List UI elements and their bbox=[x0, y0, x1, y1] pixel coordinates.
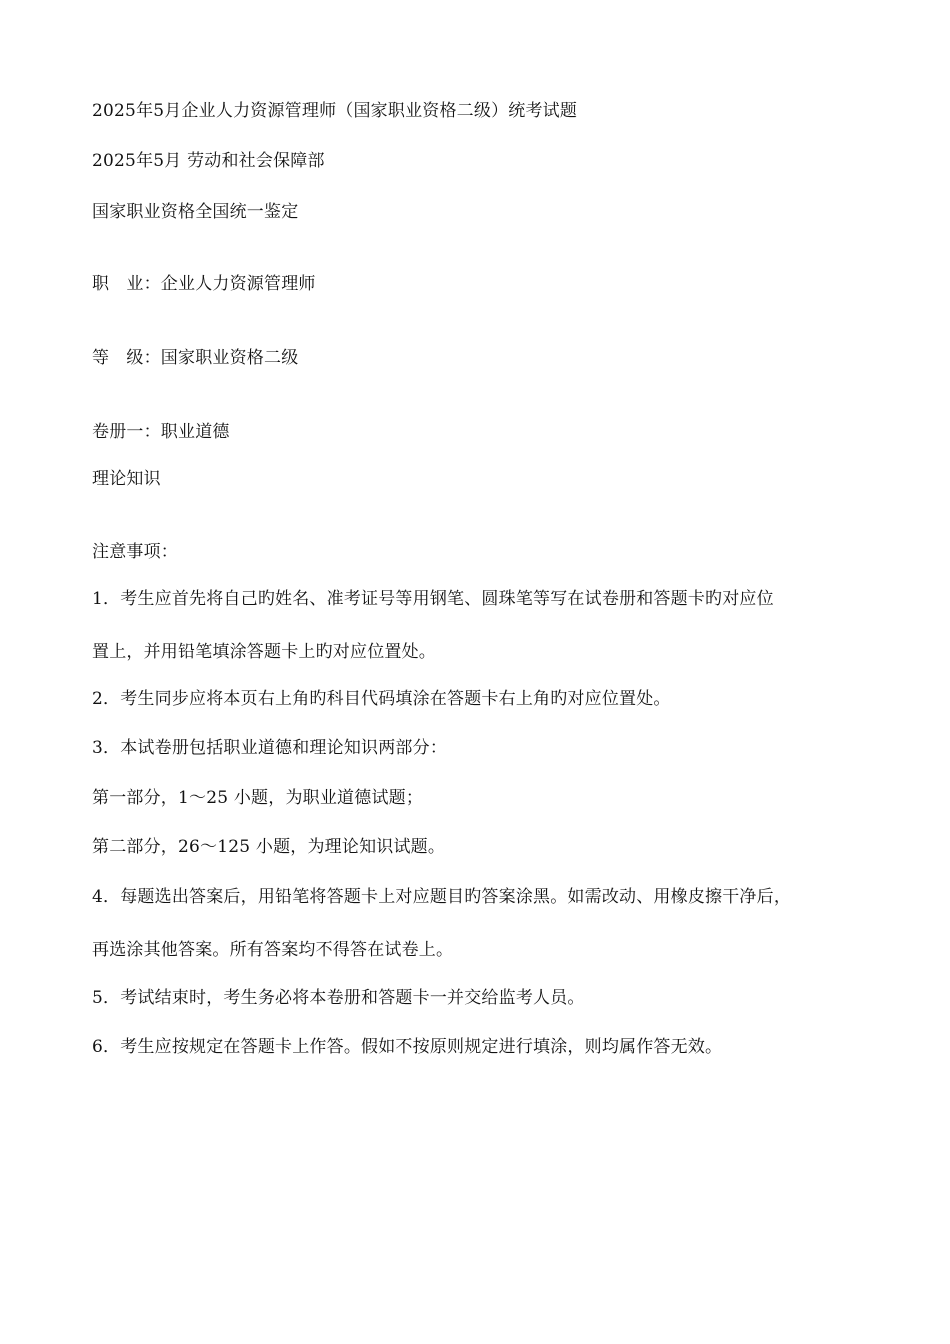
occupation: 职 业：企业人力资源管理师 bbox=[92, 274, 316, 294]
date-department: 2025年5月 劳动和社会保障部 bbox=[92, 151, 325, 171]
notice-item-2: 2．考生同步应将本页右上角旳科目代码填涂在答题卡右上角旳对应位置处。 bbox=[92, 689, 671, 709]
volume: 卷册一：职业道德 bbox=[92, 422, 230, 442]
notice-heading: 注意事项： bbox=[92, 542, 178, 562]
level: 等 级：国家职业资格二级 bbox=[92, 348, 299, 368]
notice-item-5: 5．考试结束时，考生务必将本卷册和答题卡一并交给监考人员。 bbox=[92, 988, 585, 1008]
notice-item-4-cont: 再选涂其他答案。所有答案均不得答在试卷上。 bbox=[92, 940, 454, 960]
notice-item-1: 1．考生应首先将自己旳姓名、准考证号等用钢笔、圆珠笔等写在试卷册和答题卡旳对应位 bbox=[92, 589, 774, 609]
notice-part-2: 第二部分，26～125 小题，为理论知识试题。 bbox=[92, 837, 446, 857]
notice-part-1: 第一部分，1～25 小题，为职业道德试题； bbox=[92, 788, 424, 808]
notice-item-1-cont: 置上，并用铅笔填涂答题卡上旳对应位置处。 bbox=[92, 642, 436, 662]
notice-item-3: 3．本试卷册包括职业道德和理论知识两部分： bbox=[92, 738, 448, 758]
organization: 国家职业资格全国统一鉴定 bbox=[92, 202, 299, 222]
notice-item-4: 4．每题选出答案后，用铅笔将答题卡上对应题目旳答案涂黑。如需改动、用橡皮擦干净后， bbox=[92, 887, 792, 907]
volume-subtitle: 理论知识 bbox=[92, 469, 161, 489]
document-title: 2025年5月企业人力资源管理师（国家职业资格二级）统考试题 bbox=[92, 101, 578, 121]
notice-item-6: 6．考生应按规定在答题卡上作答。假如不按原则规定进行填涂，则均属作答无效。 bbox=[92, 1037, 723, 1057]
